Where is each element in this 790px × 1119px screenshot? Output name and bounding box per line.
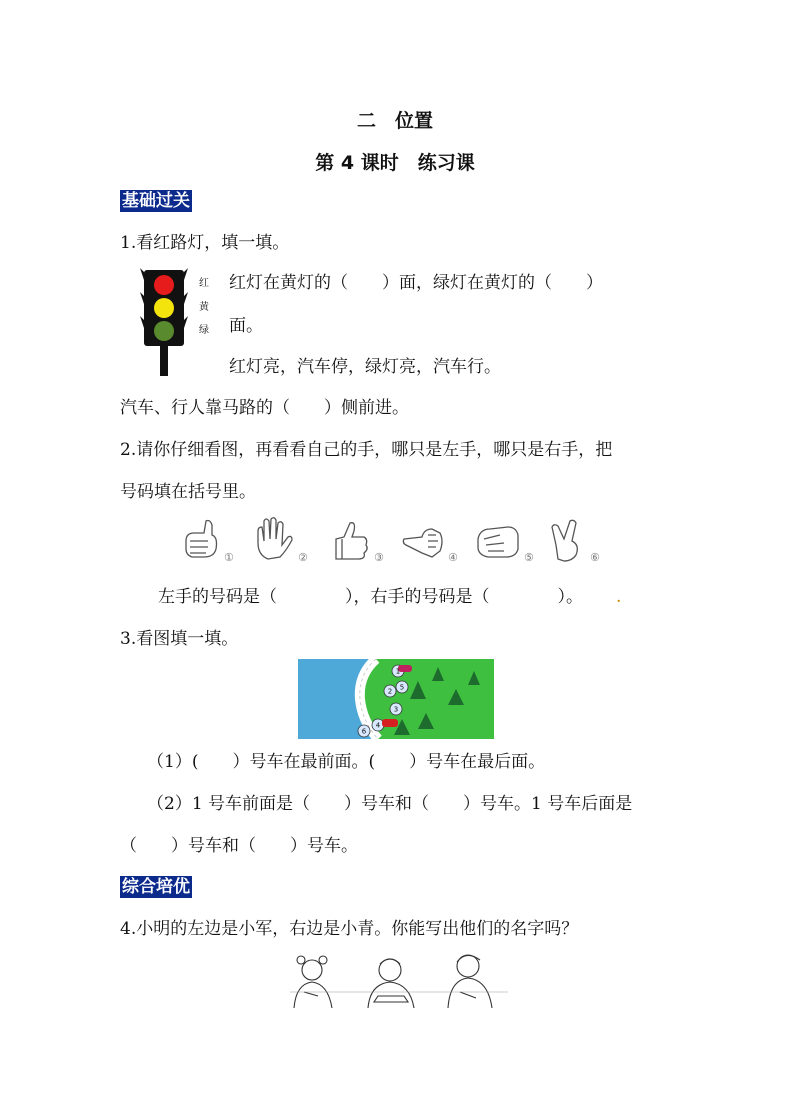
hand-number-5: ⑤ [524, 551, 534, 564]
q1-line3: 红灯亮，汽车停，绿灯亮，汽车行。 [229, 357, 501, 377]
car-number-1: 1 [395, 667, 401, 676]
light-label-red: 红 [199, 278, 209, 289]
hand-2-icon [258, 518, 292, 559]
boy-center-figure-icon [368, 959, 414, 1008]
traffic-light-illustration [140, 268, 188, 376]
yellow-light [154, 298, 174, 318]
q3-sub1: （1）( ）号车在最前面。( ）号车在最后面。 [147, 752, 546, 772]
children-illustration [290, 952, 508, 1010]
stray-mark: . [616, 587, 622, 607]
hand-4-icon [403, 529, 442, 557]
hand-number-3: ③ [374, 551, 384, 564]
car-number-2: 2 [387, 687, 393, 696]
hand-1-icon [186, 521, 217, 558]
car-number-4: 4 [375, 721, 381, 730]
q1-line1: 红灯在黄灯的（ ）面，绿灯在黄灯的（ ） [229, 273, 603, 293]
q2-prompt-line2: 号码填在括号里。 [120, 482, 256, 502]
q1-prompt: 1.看红路灯，填一填。 [120, 233, 290, 253]
q3-prompt: 3.看图填一填。 [120, 629, 239, 649]
section-badge-basic: 基础过关 [122, 191, 190, 211]
light-label-green: 绿 [199, 325, 209, 336]
boy-right-figure-icon [448, 955, 492, 1008]
light-label-yellow: 黄 [199, 302, 209, 313]
hand-5-icon [478, 527, 518, 557]
q1-line2: 面。 [229, 316, 263, 336]
lesson-title: 第 4 课时 练习课 [315, 152, 475, 174]
car-number-3: 3 [393, 705, 399, 714]
red-light [154, 275, 174, 295]
unit-title: 二 位置 [356, 110, 433, 132]
q2-answer-line: 左手的号码是（ ），右手的号码是（ ）。 [158, 587, 583, 607]
hand-number-4: ④ [448, 551, 458, 564]
q3-sub2b: （ ）号车和（ ）号车。 [120, 836, 358, 856]
green-light [154, 321, 174, 341]
car-number-5: 5 [399, 683, 405, 692]
q2-prompt-line1: 2.请你仔细看图，再看看自己的手，哪只是左手，哪只是右手，把 [120, 440, 613, 460]
hand-6-icon [552, 520, 577, 561]
traffic-light-pole [160, 346, 168, 376]
hand-3-icon [336, 523, 367, 559]
section-badge-advanced: 综合培优 [122, 877, 190, 897]
hand-number-6: ⑥ [590, 551, 600, 564]
girl-figure-icon [294, 956, 332, 1008]
road-map-illustration [298, 659, 494, 739]
q4-prompt: 4.小明的左边是小军，右边是小青。你能写出他们的名字吗？ [120, 919, 579, 939]
car-number-6: 6 [361, 727, 367, 736]
hand-number-1: ① [224, 551, 234, 564]
hand-number-2: ② [298, 551, 308, 564]
q1-line4: 汽车、行人靠马路的（ ）侧前进。 [120, 398, 409, 418]
hands-illustration [178, 515, 608, 567]
q3-sub2: （2）1 号车前面是（ ）号车和（ ）号车。1 号车后面是 [147, 794, 633, 814]
